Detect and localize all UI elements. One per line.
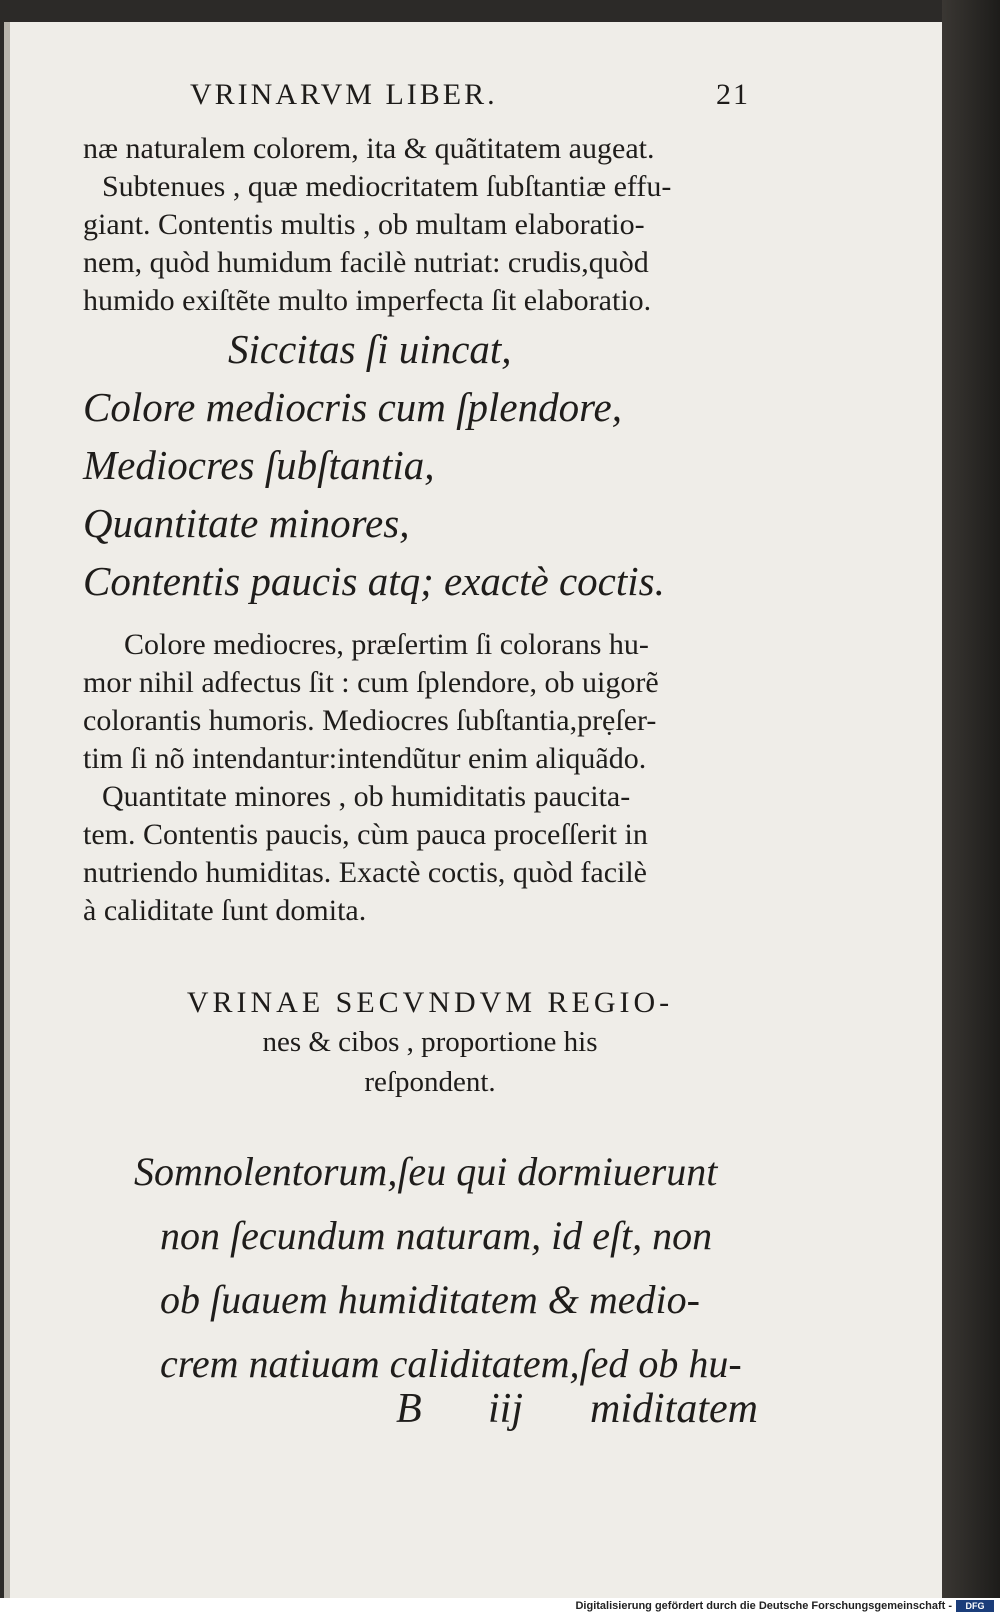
signature-mark: B	[396, 1386, 422, 1432]
text-line: tem. Contentis paucis, cùm pauca proceſſerit in	[83, 818, 648, 851]
footer-bar	[0, 1598, 1000, 1614]
italic-line: Somnolentorum,ſeu qui dormiuerunt	[134, 1149, 718, 1194]
book-edge	[942, 0, 1000, 1598]
italic-line: Siccitas ſi uincat,	[228, 326, 512, 372]
italic-line: ob ſuauem humiditatem & medio-	[160, 1277, 700, 1322]
italic-line: Colore mediocris cum ſplendore,	[83, 384, 622, 430]
footer-credit: Digitalisierung gefördert durch die Deutsche Forschungsgemeinschaft -	[575, 1600, 952, 1612]
running-head-title: VRINARVM LIBER.	[190, 78, 498, 111]
text-line: nem, quòd humidum facilè nutriat: crudis,quòd	[83, 246, 649, 279]
text-line: humido exiſtẽte multo imperfecta ſit elaboratio.	[83, 284, 652, 317]
italic-line: Contentis paucis atq; exactè coctis.	[83, 558, 665, 604]
page-number: 21	[716, 78, 750, 111]
section-heading: VRINAE SECVNDVM REGIO-	[186, 986, 674, 1019]
catchword: miditatem	[590, 1386, 758, 1432]
section-heading-line: nes & cibos , proportione his	[262, 1026, 598, 1058]
text-line: Subtenues , quæ mediocritatem ſubſtantiæ effu-	[102, 170, 672, 203]
text-line: nutriendo humiditas. Exactè coctis, quòd facilè	[83, 856, 647, 889]
italic-line: Mediocres ſubſtantia,	[83, 442, 435, 488]
text-line: tim ſi nõ intendantur:intendũtur enim aliquãdo.	[83, 742, 647, 775]
dfg-logo: DFG	[956, 1600, 994, 1612]
section-heading-line: reſpondent.	[364, 1066, 496, 1098]
text-line: næ naturalem colorem, ita & quãtitatem augeat.	[83, 132, 655, 165]
text-line: mor nihil adfectus ſit : cum ſplendore, ob uigorẽ	[83, 666, 659, 699]
italic-line: Quantitate minores,	[83, 500, 410, 546]
italic-line: non ſecundum naturam, id eſt, non	[160, 1213, 713, 1258]
text-line: Quantitate minores , ob humiditatis paucita-	[102, 780, 631, 813]
text-line: à caliditate ſunt domita.	[83, 894, 367, 927]
running-head	[190, 78, 750, 118]
text-line: giant. Contentis multis , ob multam elaboratio-	[83, 208, 645, 241]
italic-line: crem natiuam caliditatem,ſed ob hu-	[160, 1341, 742, 1386]
leaf-number: iij	[488, 1386, 524, 1432]
text-line: Colore mediocres, præſertim ſi colorans hu-	[124, 628, 649, 661]
text-line: colorantis humoris. Mediocres ſubſtantia,prẹſer-	[83, 704, 657, 737]
